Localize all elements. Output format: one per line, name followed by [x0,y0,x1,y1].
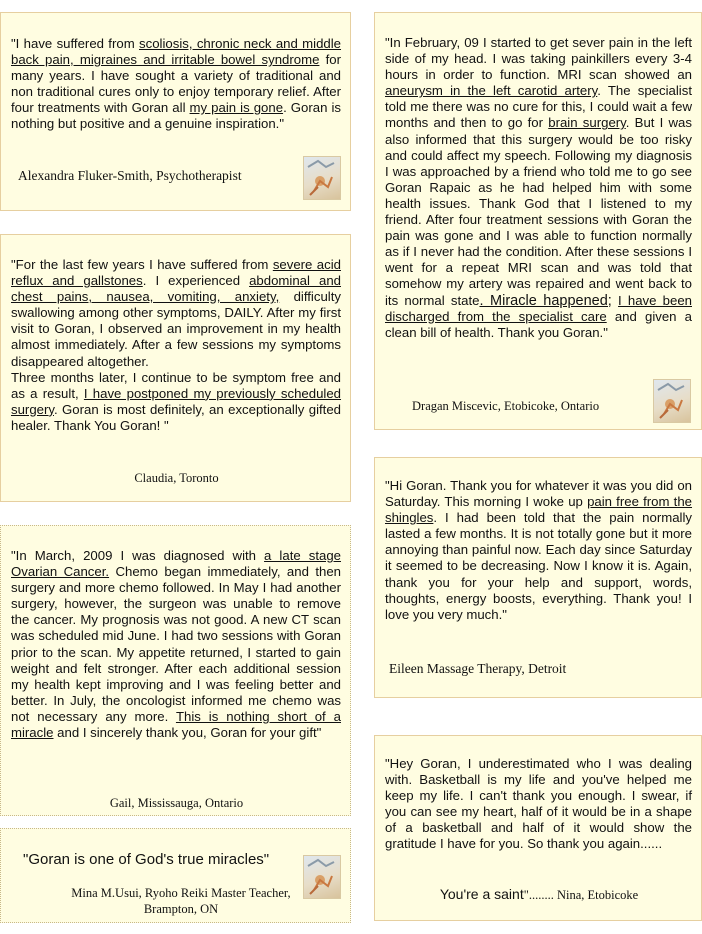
testimonial-card-mina [0,828,351,923]
text-segment: . But I was also informed that this surgery would be too risky and could affect my speech. Following my diagnosis I was approached by a friend who told me to go see Goran Rapaic as he had helped him with some health issues. Thank God that I listened to my friend. After four treatment sessions with Goran the pain was gone and I was able to function normally as if I never had the condition. After these sessions I went for a repeat MRI scan and was told that somehow my artery was repaired and went back to its normal state [385,115,692,308]
highlighted-condition: a late stage Ovarian Cancer. [11,548,341,580]
testimonial-author: Alexandra Fluker-Smith, Psychotherapist [18,168,242,183]
testimonial-text [11,36,341,133]
highlighted-procedure: brain surgery [548,115,626,131]
healer-thumbnail-image [303,855,341,899]
text-segment: . The specialist told me there was no cure for this, I could wait a few months and then to go for [385,83,692,131]
testimonial-author: "........ Nina, Etobicoke [523,888,639,902]
testimonial-card-eileen [374,457,702,698]
text-segment: "I have suffered from [11,36,140,51]
text-segment: "In February, 09 I started to get sever pain in the left side of my head. I was taking painkillers every 3-4 hours in order to function. MRI scan showed an [385,35,692,83]
testimonial-text: "Hey Goran, I underestimated who I was dealing with. Basketball is my life and you've helped me keep my life. I can't thank you enough. I swear, if you can see my heart, half of it would be in a shape of a basketball and half of it would show the gratitude I have for you. So thank you again...... [385,756,692,852]
highlighted-condition: severe acid reflux and gallstones [11,257,341,289]
text-segment: . Goran is most definitely, an exceptionally gifted healer. Thank You Goran! " [11,401,341,433]
text-segment: and I sincerely thank you, Goran for your gift" [53,725,322,741]
highlighted-condition: scoliosis, chronic neck and middle back pain, migraines and irritable bowel syndrome [11,36,342,68]
testimonial-author-line [375,886,702,904]
testimonial-text [385,478,692,623]
highlighted-result: pain free from the shingles [385,494,693,526]
testimonial-author: Eileen Massage Therapy, Detroit [389,661,567,676]
text-segment: "For the last few years I have suffered from [11,257,273,272]
testimonial-card-gail [0,525,351,816]
testimonial-author: Gail, Mississauga, Ontario [109,796,244,810]
text-segment: . I had been told that the pain normally lasted a few months. It is not totally gone but it more annoying than painful now. Each day since Saturday it seemed to be decreasing. Now I know it is. Again, thank you for your help and support, words, thoughts, energy boosts, everything. Thank you! I love you very much." [385,510,692,622]
saint-phrase: You're a saint [439,886,524,902]
text-segment: Chemo began immediately, and then surgery and more chemo followed. In May I had another surgery, however, the surgeon was unable to remove the cancer. My prognosis was not good. A new CT scan was scheduled mid June. I had two sessions with Goran prior to the scan. My appetite returned, I started to gain weight and felt stronger. After each additional session my health kept improving and I was feeling better and better. In July, the oncologist informed me chemo was not necessary any more. [11,564,341,724]
testimonial-author: Dragan Miscevic, Etobicoke, Ontario [412,399,600,413]
testimonial-author: Mina M.Usui, Ryoho Reiki Master Teacher, Brampton, ON [71,886,291,916]
text-segment: "In March, 2009 I was diagnosed with [11,548,265,563]
highlighted-symptoms: abdominal and chest pains, nausea, vomiting, anxiety, [11,273,341,305]
text-segment: . Goran is nothing but positive and a genuine inspiration." [11,100,341,132]
highlighted-result: I have postponed my previously scheduled surgery [11,385,342,417]
testimonial-text [385,35,692,341]
highlighted-result: my pain is gone [189,100,284,116]
testimonial-card-nina [374,735,702,921]
healer-thumbnail-image [653,379,691,423]
text-segment: Three months later, I continue to be symptom free and as a result, [11,369,341,401]
highlighted-result: I have been discharged from the specialist care [385,292,692,324]
testimonial-card-claudia [0,234,351,502]
highlighted-condition: aneurysm in the left carotid artery [385,83,598,99]
highlighted-result: This is nothing short of a miracle [11,708,341,741]
healer-thumbnail-image [303,156,341,200]
text-segment: . I experienced [142,273,250,289]
testimonial-text [11,257,341,434]
testimonial-card-dragan [374,12,702,430]
testimonial-text: "Goran is one of God's true miracles" [23,851,270,868]
text-segment: difficulty swallowing among other symptoms, DAILY. After my first visit to Goran, I observed an improvement in my health almost immediately. After a few sessions my symptoms disappeared altogether. [11,289,341,369]
text-segment: "Hi Goran. Thank you for whatever it was you did on Saturday. This morning I woke up [385,478,692,510]
testimonial-card-alexandra [0,12,351,211]
testimonial-author: Claudia, Toronto [134,471,219,485]
highlighted-result: . Miracle happened; [479,292,612,309]
text-segment: for many years. I have sought a variety of traditional and non traditional cures only to enjoy temporary relief. After four treatments with Goran all [11,52,341,116]
text-segment: and given a clean bill of health. Thank you Goran." [385,308,692,340]
testimonial-text [11,548,341,741]
